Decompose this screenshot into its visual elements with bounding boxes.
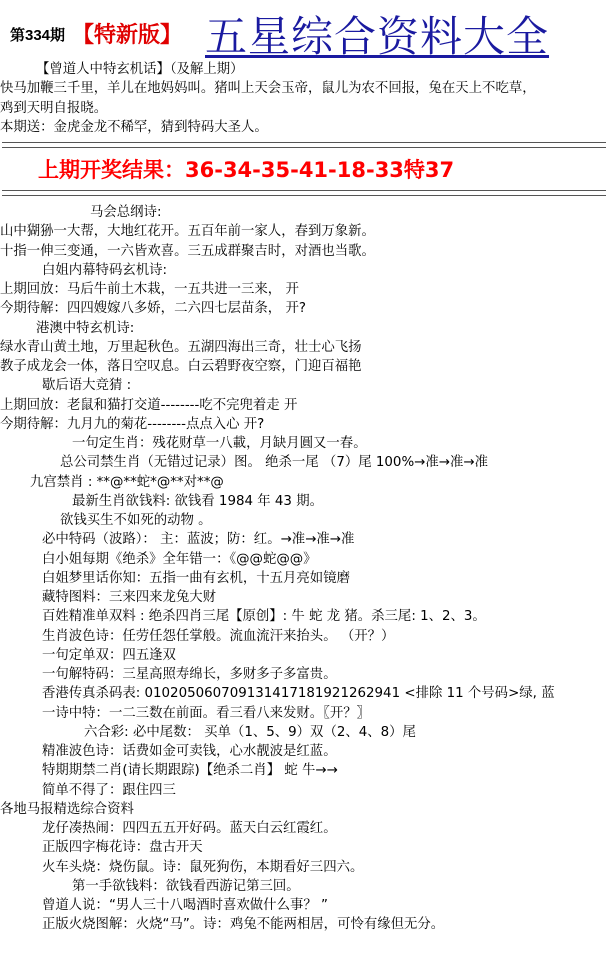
- text-line: 教子成龙会一体，落日空叹息。白云碧野夜空察，门迎百福艳: [0, 359, 362, 374]
- text-line: 香港传真杀码表: 0102050607091314171819212629​41 <排除 11 个号码>绿, 蓝: [42, 686, 555, 702]
- text-line: 龙仔凑热闹：四四五五开好码。蓝天白云红霞红。: [42, 821, 337, 836]
- text-line: 各地马报精选综合资料: [0, 801, 134, 817]
- text-line: 必中特码（波路）： 主：蓝波；防：红。→准→准→准: [42, 532, 355, 548]
- text-line: 一诗中特：一二三数在前面。看三看八来发财。〖开？〗: [42, 705, 371, 721]
- text-line: 港澳中特玄机诗:: [36, 320, 135, 336]
- text-line: 藏特图料：三来四来龙兔大财: [42, 590, 217, 605]
- text-line: 本期送：金虎金龙不稀罕，猜到特码大圣人。: [0, 119, 268, 135]
- text-line: 快马加鞭三千里，羊儿在地妈妈叫。猪叫上天会玉帝，鼠儿为农不回报，兔在天上不吃草，: [0, 81, 536, 97]
- text-line: 今期待解：九月九的菊花--------点点入心 开?: [0, 416, 265, 432]
- text-line: 今期待解：四四嫂嫁八多娇，二六四七层苗条， 开?: [0, 301, 306, 317]
- text-line: 总公司禁生肖（无错过记录）图。 绝杀一尾 （7）尾 100%→准→准→准: [60, 455, 488, 471]
- intro-block: [0, 60, 612, 137]
- text-line: 一句定单双：四五逢双: [42, 647, 176, 663]
- text-line: 特期期禁二肖(请长期跟踪)【绝杀二肖】 蛇 牛→→: [42, 763, 338, 779]
- text-line: 歇后语大竞猜 :: [42, 378, 132, 394]
- text-line: 白小姐每期《绝杀》全年错一：《@@蛇@@》: [42, 551, 317, 567]
- text-line: 生肖波色诗：任劳任怨任掌般。流血流汗来抬头。 （开？）: [42, 628, 395, 644]
- text-line: 鸡到天明自报晓。: [0, 100, 108, 116]
- double-divider: [0, 140, 612, 152]
- text-line: 第一手欲钱料：欲钱看西游记第三回。: [72, 878, 300, 894]
- text-line: 百姓精准单双料 : 绝杀四肖三尾【原创】: 牛 蛇 龙 猪。杀三尾: 1、2、3。: [42, 609, 486, 625]
- edition-label: 【特新版】: [72, 23, 183, 48]
- text-line: 马会总纲诗:: [90, 205, 162, 220]
- text-line: 正版火烧图解：火烧“马”。诗：鸡兔不能两相居，可怜有缘但无分。: [42, 917, 445, 933]
- text-line: 正版四字梅花诗：盘古开天: [42, 840, 203, 856]
- text-line: 最新生肖欲钱料: 欲钱看 1984 年 43 期。: [72, 493, 323, 509]
- page-title: 五星综合资料大全: [205, 12, 550, 61]
- text-line: 六合彩: 必中尾数： 买单（1、5、9）双（2、4、8）尾: [84, 724, 416, 740]
- text-line: 白姐内幕特码玄机诗:: [42, 262, 168, 278]
- tips-list: [0, 203, 612, 935]
- text-line: 山中猢狲一大帮，大地红花开。五百年前一家人，春到万象新。: [0, 224, 375, 240]
- last-draw-result: 上期开奖结果：36-34-35-41-18-33特37: [38, 158, 455, 182]
- text-line: 简单不得了：跟住四三: [42, 782, 176, 798]
- text-line: 火车头烧：烧伤鼠。诗：鼠死狗伤，本期看好三四六。: [42, 859, 364, 875]
- double-divider: [0, 188, 612, 200]
- text-line: 上期回放：马后牛前土木栽，一五共进一三来， 开: [0, 282, 299, 297]
- text-line: 上期回放：老鼠和猫打交道--------吃不完兜着走 开: [0, 397, 298, 413]
- page-header: [0, 0, 616, 61]
- text-line: 绿水青山黄土地，万里起秋色。五湖四海出三奇，壮士心飞扬: [0, 339, 362, 355]
- text-line: 一句定生肖：残花财草一八載，月缺月圓又一春。: [72, 436, 367, 451]
- text-line: 十指一伸三变通，一六皆欢喜。三五成群聚吉时，对酒也当歌。: [0, 243, 375, 259]
- text-line: 精准波色诗：话费如金可卖钱，心水靓波是红蓝。: [42, 744, 337, 759]
- text-line: 九宫禁肖 : **@**蛇*@**对**@: [30, 474, 224, 490]
- text-line: 欲钱买生不如死的动物 。: [60, 513, 212, 528]
- text-line: 【曾道人中特玄机话】（及解上期）: [36, 62, 244, 77]
- document-body: [0, 60, 612, 935]
- text-line: 白姐梦里话你知：五指一曲有玄机，十五月亮如镜磨: [42, 570, 350, 586]
- text-line: 曾道人说：“男人三十八喝酒时喜欢做什么事？ ”: [42, 898, 328, 913]
- text-line: 一句解特码：三星高照寿绵长，多财多子多富贵。: [42, 667, 337, 682]
- issue-number: 第334期: [10, 27, 66, 44]
